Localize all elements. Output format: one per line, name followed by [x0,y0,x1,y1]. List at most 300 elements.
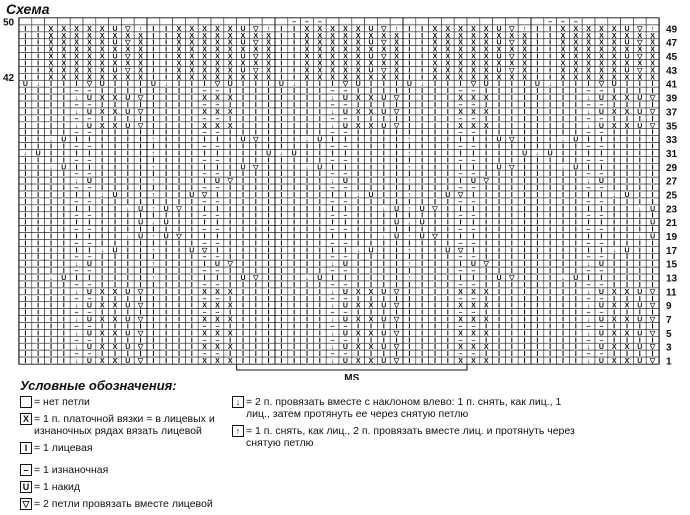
stitch-symbol: X [484,344,489,351]
stitch-symbol: I [306,342,308,351]
stitch-symbol: I [652,114,654,123]
stitch-symbol: I [562,114,564,123]
stitch-symbol: I [306,148,308,157]
stitch-symbol: I [549,335,551,344]
stitch-symbol: I [101,162,103,171]
stitch-symbol: U [87,261,92,268]
stitch-symbol: I [152,211,154,220]
stitch-symbol: I [268,114,270,123]
stitch-symbol: X [471,330,476,337]
stitch-symbol: I [268,308,270,317]
stitch-symbol: I [639,79,641,88]
stitch-symbol: ▽ [393,317,400,324]
stitch-symbol: I [536,328,538,337]
stitch-symbol: U [125,95,130,102]
stitch-symbol: X [458,317,463,324]
stitch-symbol: I [498,148,500,157]
stitch-symbol: U [240,67,245,74]
stitch-symbol: U [215,178,220,185]
stitch-symbol: I [114,204,116,213]
stitch-symbol: ▽ [649,344,656,351]
stitch-symbol: I [319,294,321,303]
stitch-symbol: I [140,155,142,164]
stitch-symbol: X [100,317,105,324]
stitch-symbol: I [24,287,26,296]
stitch-symbol: I [396,155,398,164]
stitch-symbol: – [203,296,207,303]
stitch-symbol: I [370,273,372,282]
stitch-symbol: I [242,266,244,275]
stitch-symbol: I [344,273,346,282]
stitch-symbol: X [138,33,143,40]
stitch-symbol: I [485,294,487,303]
stitch-symbol: I [524,93,526,102]
stitch-symbol: ↓ [126,233,130,240]
chart-cell [608,18,621,25]
stitch-symbol: I [549,315,551,324]
stitch-symbol: I [357,280,359,289]
stitch-symbol: X [305,54,310,61]
stitch-symbol: I [575,259,577,268]
stitch-symbol: I [37,190,39,199]
stitch-symbol: I [511,328,513,337]
stitch-symbol: I [511,356,513,365]
stitch-symbol: I [268,225,270,234]
stitch-symbol: – [459,351,463,358]
stitch-symbol: – [215,116,219,123]
stitch-symbol: I [434,315,436,324]
stitch-symbol: I [357,142,359,151]
chart-cell [70,18,83,25]
stitch-symbol: I [280,58,282,67]
stitch-symbol: I [114,294,116,303]
stitch-symbol: ↓ [331,95,335,102]
stitch-symbol: I [370,294,372,303]
stitch-symbol: I [447,301,449,310]
stitch-symbol: I [549,280,551,289]
stitch-symbol: I [50,266,52,275]
stitch-symbol: I [536,245,538,254]
stitch-symbol: X [253,33,258,40]
stitch-symbol: X [458,344,463,351]
stitch-symbol: I [434,162,436,171]
stitch-symbol: I [191,252,193,261]
stitch-symbol: I [76,148,78,157]
stitch-symbol: X [305,40,310,47]
stitch-symbol: I [498,342,500,351]
stitch-symbol: I [280,38,282,47]
stitch-symbol: I [37,155,39,164]
stitch-symbol: I [255,266,257,275]
stitch-symbol: I [396,142,398,151]
stitch-symbol: I [114,135,116,144]
stitch-symbol: I [268,93,270,102]
stitch-symbol: X [612,40,617,47]
stitch-symbol: U [343,344,348,351]
stitch-symbol: I [280,245,282,254]
row-label: 17 [666,246,678,257]
stitch-symbol: I [562,211,564,220]
stitch-symbol: – [599,282,603,289]
stitch-symbol: I [447,114,449,123]
stitch-symbol: I [370,349,372,358]
stitch-symbol: I [101,114,103,123]
stitch-symbol: I [575,79,577,88]
stitch-symbol: I [306,218,308,227]
stitch-symbol: ↓ [75,109,79,116]
stitch-symbol: U [650,220,655,227]
stitch-symbol: I [319,204,321,213]
stitch-symbol: I [575,356,577,365]
stitch-symbol: – [587,116,591,123]
stitch-symbol: ↓ [331,344,335,351]
stitch-symbol: I [549,356,551,365]
stitch-symbol: I [88,273,90,282]
stitch-symbol: I [114,114,116,123]
stitch-symbol: I [511,204,513,213]
stitch-symbol: X [356,60,361,67]
stitch-symbol: I [357,349,359,358]
stitch-symbol: I [165,135,167,144]
stitch-symbol: I [63,349,65,358]
stitch-symbol: I [447,142,449,151]
stitch-symbol: X [100,358,105,365]
stitch-symbol: I [434,211,436,220]
stitch-symbol: I [447,273,449,282]
stitch-symbol: – [331,310,335,317]
stitch-symbol: I [600,162,602,171]
stitch-symbol: I [447,252,449,261]
stitch-symbol: I [280,142,282,151]
stitch-symbol: I [408,301,410,310]
stitch-symbol: ↓ [305,164,309,171]
stitch-symbol: I [383,273,385,282]
stitch-symbol: I [24,273,26,282]
stitch-symbol: X [458,67,463,74]
stitch-symbol: I [191,294,193,303]
stitch-symbol: X [74,26,79,33]
stitch-symbol: – [87,157,91,164]
stitch-symbol: I [447,211,449,220]
stitch-symbol: I [204,204,206,213]
stitch-symbol: I [306,245,308,254]
stitch-symbol: I [127,128,129,137]
stitch-symbol: X [215,317,220,324]
stitch-symbol: – [215,351,219,358]
stitch-symbol: ↓ [612,192,616,199]
stitch-symbol: I [319,315,321,324]
stitch-symbol: U [240,137,245,144]
stitch-symbol: – [343,116,347,123]
stitch-symbol: X [458,60,463,67]
stitch-symbol: I [319,342,321,351]
stitch-symbol: I [549,252,551,261]
stitch-symbol: I [408,100,410,109]
stitch-symbol: I [293,142,295,151]
stitch-symbol: I [88,231,90,240]
stitch-symbol: I [229,211,231,220]
stitch-symbol: I [268,79,270,88]
stitch-symbol: I [37,266,39,275]
stitch-symbol: X [330,74,335,81]
stitch-symbol: X [100,33,105,40]
stitch-symbol: U [125,109,130,116]
stitch-symbol: I [434,135,436,144]
stitch-symbol: – [459,268,463,275]
stitch-symbol: X [573,74,578,81]
stitch-symbol: I [575,328,577,337]
stitch-symbol: I [357,197,359,206]
stitch-symbol: I [255,190,257,199]
stitch-symbol: I [114,252,116,261]
stitch-symbol: I [511,245,513,254]
stitch-symbol: I [242,107,244,116]
stitch-symbol: I [524,321,526,330]
stitch-symbol: U [292,150,297,157]
stitch-symbol: I [101,349,103,358]
chart-cell [480,18,493,25]
stitch-symbol: X [125,60,130,67]
stitch-symbol: X [87,67,92,74]
stitch-symbol: I [229,169,231,178]
stitch-symbol: I [434,114,436,123]
stitch-symbol: U [496,164,501,171]
stitch-symbol: I [127,197,129,206]
stitch-symbol: I [652,252,654,261]
stitch-symbol: I [229,148,231,157]
stitch-symbol: I [24,72,26,81]
stitch-symbol: I [37,24,39,33]
stitch-symbol: U [637,109,642,116]
stitch-symbol: I [50,252,52,261]
legend-item-garter [20,413,220,437]
stitch-symbol: I [524,183,526,192]
stitch-symbol: I [549,225,551,234]
stitch-symbol: I [268,107,270,116]
stitch-symbol: I [626,280,628,289]
stitch-symbol: I [191,93,193,102]
stitch-symbol: I [242,349,244,358]
stitch-symbol: I [165,294,167,303]
stitch-symbol: I [293,114,295,123]
stitch-symbol: X [113,358,118,365]
stitch-symbol: I [50,190,52,199]
stitch-symbol: ↑ [408,164,412,171]
stitch-symbol: I [255,142,257,151]
stitch-symbol: I [511,287,513,296]
stitch-symbol: ↓ [280,150,284,157]
stitch-symbol: – [75,171,79,178]
stitch-symbol: I [588,79,590,88]
stitch-symbol: I [524,301,526,310]
stitch-symbol: I [588,204,590,213]
stitch-symbol: U [599,123,604,130]
stitch-symbol: I [293,31,295,40]
stitch-symbol: I [178,287,180,296]
chart-cell [633,18,646,25]
stitch-symbol: ↓ [331,289,335,296]
stitch-symbol: I [37,169,39,178]
stitch-symbol: I [613,225,615,234]
stitch-symbol: I [575,321,577,330]
stitch-symbol: I [421,45,423,54]
stitch-symbol: I [319,211,321,220]
stitch-symbol: – [471,337,475,344]
stitch-symbol: X [445,26,450,33]
chart-cell [441,18,454,25]
stitch-symbol: I [127,252,129,261]
stitch-symbol: I [24,45,26,54]
stitch-symbol: I [383,197,385,206]
stitch-symbol: I [63,148,65,157]
stitch-symbol: I [268,204,270,213]
stitch-symbol: I [63,266,65,275]
stitch-symbol: I [63,356,65,365]
stitch-symbol: I [24,162,26,171]
stitch-symbol: I [114,280,116,289]
stitch-symbol: X [369,344,374,351]
stitch-symbol: X [228,54,233,61]
stitch-symbol: X [394,33,399,40]
stitch-symbol: I [408,38,410,47]
stitch-symbol: I [549,218,551,227]
stitch-symbol: I [50,93,52,102]
stitch-symbol: I [447,148,449,157]
stitch-symbol: X [138,60,143,67]
stitch-symbol: X [586,47,591,54]
stitch-symbol: I [639,190,641,199]
stitch-symbol: I [524,315,526,324]
stitch-symbol: X [522,74,527,81]
stitch-symbol: I [626,197,628,206]
stitch-symbol: ▽ [201,192,208,199]
stitch-symbol: X [586,40,591,47]
stitch-symbol: I [434,280,436,289]
stitch-symbol: I [306,266,308,275]
stitch-symbol: X [330,47,335,54]
stitch-symbol: X [637,47,642,54]
stitch-symbol: – [87,310,91,317]
stitch-symbol: I [434,218,436,227]
stitch-symbol: I [152,308,154,317]
stitch-symbol: I [319,169,321,178]
stitch-symbol: I [613,155,615,164]
stitch-symbol: I [626,335,628,344]
stitch-symbol: I [421,280,423,289]
stitch-symbol: X [458,74,463,81]
stitch-symbol: I [127,169,129,178]
stitch-symbol: I [293,225,295,234]
stitch-symbol: I [434,225,436,234]
stitch-symbol: I [498,190,500,199]
stitch-symbol: I [485,142,487,151]
stitch-symbol: X [49,33,54,40]
stitch-symbol: I [37,259,39,268]
stitch-symbol: I [319,231,321,240]
stitch-symbol: I [280,321,282,330]
stitch-symbol: I [24,52,26,61]
stitch-symbol: ↓ [561,275,565,282]
stitch-symbol: I [280,294,282,303]
stitch-symbol: I [447,155,449,164]
stitch-symbol: I [370,148,372,157]
stitch-symbol: I [127,190,129,199]
stitch-symbol: I [165,259,167,268]
stitch-symbol: – [331,185,335,192]
stitch-symbol: I [498,142,500,151]
stitch-symbol: I [280,328,282,337]
stitch-symbol: I [280,204,282,213]
stitch-symbol: I [242,321,244,330]
stitch-symbol: X [561,33,566,40]
stitch-symbol: X [202,33,207,40]
stitch-symbol: – [471,130,475,137]
stitch-symbol: I [421,169,423,178]
stitch-symbol: I [421,190,423,199]
stitch-symbol: I [127,308,129,317]
stitch-symbol: I [639,308,641,317]
stitch-symbol: X [471,95,476,102]
row-label: 47 [666,38,678,49]
stitch-symbol: I [242,301,244,310]
stitch-symbol: – [459,116,463,123]
stitch-symbol: I [280,31,282,40]
stitch-symbol: I [50,335,52,344]
stitch-symbol: I [63,294,65,303]
stitch-symbol: U [317,137,322,144]
stitch-symbol: I [536,38,538,47]
stitch-symbol: I [127,294,129,303]
stitch-symbol: I [434,266,436,275]
stitch-symbol: I [242,176,244,185]
stitch-symbol: X [87,33,92,40]
stitch-symbol: I [255,321,257,330]
stitch-symbol: ↓ [75,358,79,365]
stitch-symbol: U [637,330,642,337]
stitch-symbol: X [228,60,233,67]
stitch-symbol: U [650,233,655,240]
stitch-symbol: X [612,303,617,310]
stitch-symbol: I [549,24,551,33]
stitch-symbol: U [445,247,450,254]
stitch-symbol: I [255,238,257,247]
stitch-symbol: I [536,107,538,116]
stitch-symbol: I [63,114,65,123]
stitch-symbol: I [280,287,282,296]
stitch-symbol: I [524,328,526,337]
stitch-symbol: I [178,176,180,185]
stitch-symbol: I [191,321,193,330]
stitch-symbol: I [165,176,167,185]
stitch-symbol: I [485,273,487,282]
stitch-symbol: I [575,204,577,213]
stitch-symbol: I [421,211,423,220]
stitch-symbol: I [140,142,142,151]
stitch-symbol: I [613,266,615,275]
stitch-symbol: I [114,231,116,240]
stitch-symbol: X [586,26,591,33]
stitch-symbol: I [37,328,39,337]
stitch-symbol: ▽ [137,289,144,296]
stitch-symbol: I [50,308,52,317]
stitch-symbol: ▽ [508,164,515,171]
stitch-symbol: X [87,47,92,54]
stitch-symbol: I [421,315,423,324]
stitch-symbol: ↑ [267,26,271,33]
stitch-symbol: I [639,245,641,254]
stitch-symbol: I [319,252,321,261]
stitch-symbol: I [626,231,628,240]
